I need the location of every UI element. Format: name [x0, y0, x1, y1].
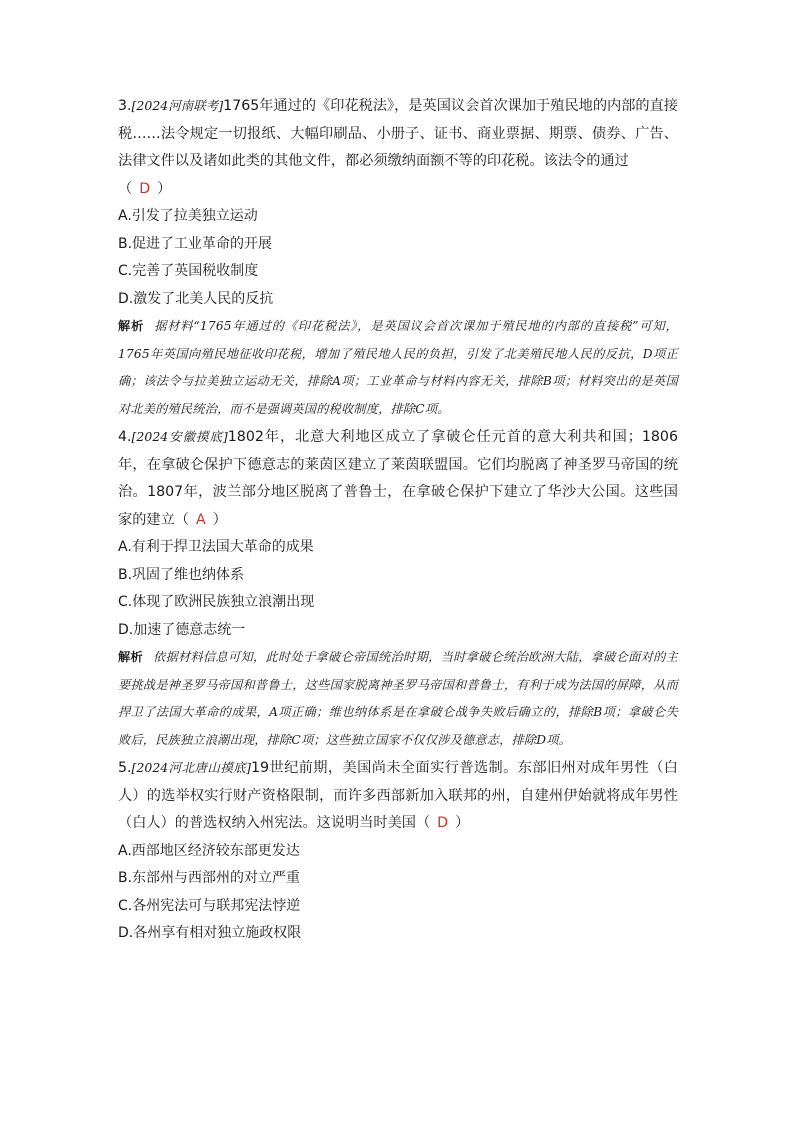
answer-paren-open: （ [415, 815, 431, 831]
option-a: A.有利于捍卫法国大革命的成果 [118, 539, 314, 555]
question-stem [118, 423, 678, 534]
option-a: A.引发了拉美独立运动 [118, 208, 258, 224]
option-c: C.各州宪法可与联邦宪法悖逆 [118, 897, 301, 914]
explanation-text: 依据材料信息可知，此时处于拿破仑帝国统治时期，当时拿破仑统治欧洲大陆，拿破仑面对的主要挑战是神圣罗马帝国和普鲁士，这些国家脱离神圣罗马帝国和普鲁士，有利于成为法国的屏障，从而捍卫了法国大革命的成果，A项正确；维也纳体系是在拿破仑战争失败后确立的，排除B项；拿破仑失败后，民族独立浪潮出现，排除C项；这些独立国家不仅仅涉及德意志，排除D项。 [118, 650, 678, 747]
answer-letter: A [195, 511, 206, 528]
option-b: B.东部州与西部州的对立严重 [118, 870, 301, 886]
answer-letter: D [139, 180, 151, 197]
option-a: A.西部地区经济较东部更发达 [118, 842, 300, 859]
explanation-text: 据材料“1765年通过的《印花税法》，是英国议会首次课加于殖民地的内部的直接税”可知，1765年英国向殖民地征收印花税，增加了殖民地人民的负担，引发了北美殖民地人民的反抗，D项正确；该法令与拉美独立运动无关，排除A项；工业革命与材料内容无关，排除B项；材料突出的是英国对北美的殖民统治，而不是强调英国的税收制度，排除C项。 [118, 319, 678, 416]
option-d: D.激发了北美人民的反抗 [118, 290, 274, 307]
option-c: C.完善了英国税收制度 [118, 263, 259, 279]
explanation-label: 解析 [118, 319, 145, 333]
question-stem [118, 92, 678, 203]
question-text: 1802年，北意大利地区成立了拿破仑任元首的意大利共和国；1806年，在拿破仑保护下德意志的莱茵区建立了莱茵联盟国。它们均脱离了神圣罗马帝国的统治。1807年，波兰部分地区脱离了普鲁士，在拿破仑保护下建立了华沙大公国。这些国家的建立 [118, 429, 678, 528]
question-text: 1765年通过的《印花税法》，是英国议会首次课加于殖民地的内部的直接税……法令规定一切报纸、大幅印刷品、小册子、证书、商业票据、期票、债券、广告、法律文件以及诸如此类的其他文件，都必须缴纳面额不等的印花税。该法令的通过 [118, 98, 678, 169]
answer-paren-close: ） [157, 180, 172, 197]
question-text: 19世纪前期，美国尚未全面实行普选制。东部旧州对成年男性（白人）的选举权实行财产资格限制，而许多西部新加入联邦的州，自建州伊始就将成年男性（白人）的普选权纳入州宪法。这说明当时美国 [118, 760, 678, 831]
answer-paren-close: ） [212, 511, 227, 528]
answer-paren-close: ） [455, 815, 470, 831]
option-c: C.体现了欧洲民族独立浪潮出现 [118, 594, 315, 610]
option-b: B.巩固了维也纳体系 [118, 566, 245, 583]
answer-paren-open: （ [174, 511, 189, 528]
question-3 [118, 92, 678, 423]
question-source: [2024河北唐山摸底] [131, 760, 252, 775]
question-stem [118, 754, 678, 838]
explanation [118, 644, 678, 754]
question-number: 5. [118, 760, 132, 776]
explanation-label: 解析 [118, 650, 144, 664]
question-source: [2024河南联考] [131, 98, 224, 113]
question-5 [118, 754, 678, 948]
question-number: 4. [118, 429, 132, 445]
option-b: B.促进了工业革命的开展 [118, 235, 273, 252]
question-4 [118, 423, 678, 754]
question-list [118, 92, 678, 948]
question-number: 3. [118, 98, 132, 114]
answer-letter: D [437, 815, 449, 831]
explanation [118, 313, 678, 423]
answer-paren-open: （ [118, 180, 133, 197]
question-source: [2024安徽摸底] [131, 429, 228, 444]
option-d: D.各州享有相对独立施政权限 [118, 925, 302, 941]
option-d: D.加速了德意志统一 [118, 621, 246, 638]
